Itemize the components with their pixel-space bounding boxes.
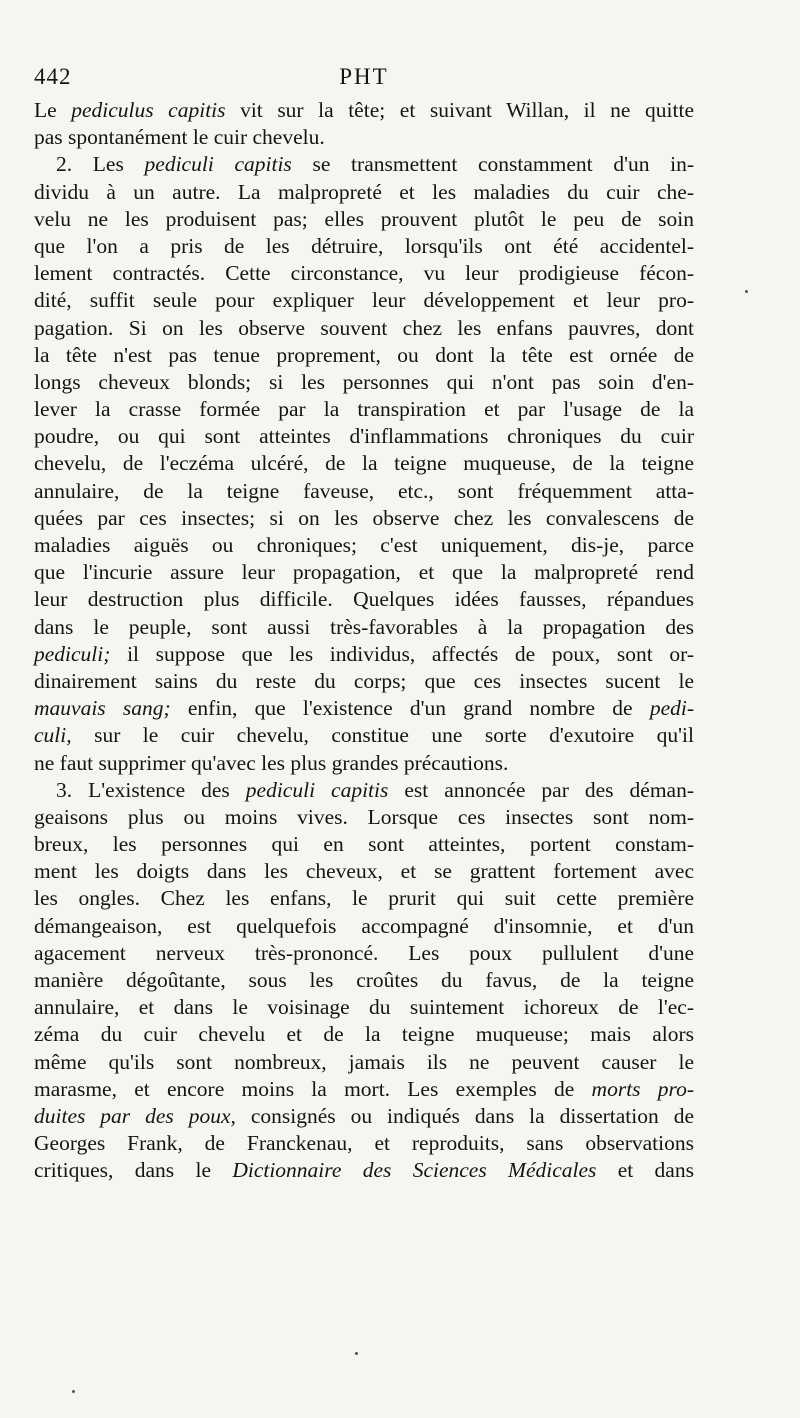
text-line bbox=[34, 505, 694, 532]
text-line bbox=[34, 668, 694, 695]
text-run: 3. L'existence des bbox=[56, 777, 246, 802]
text-run: et dans bbox=[596, 1158, 694, 1183]
text-line bbox=[34, 722, 694, 749]
text-run: dividu à un autre. La malpropreté et les maladies du cuir che- bbox=[34, 179, 694, 204]
text-run: démangeaison, est quelquefois accompagné d'insomnie, et d'un bbox=[34, 913, 694, 938]
text-run: dans le peuple, sont aussi très-favorables à la propagation des bbox=[34, 614, 694, 639]
text-run: annulaire, et dans le voisinage du suintement ichoreux de l'ec- bbox=[34, 995, 694, 1020]
text-run: velu ne les produisent pas; elles prouvent plutôt le peu de soin bbox=[34, 206, 694, 231]
text-run: 2. Les bbox=[56, 152, 145, 177]
page-number: 442 bbox=[34, 64, 72, 89]
text-run: agacement nerveux très-prononcé. Les poux pullulent d'une bbox=[34, 940, 694, 965]
body-text bbox=[34, 97, 694, 1185]
text-run: vit sur la tête; et suivant Willan, il ne quitte bbox=[225, 98, 694, 122]
text-line bbox=[34, 478, 694, 505]
text-line bbox=[34, 641, 694, 668]
text-run: geaisons plus ou moins vives. Lorsque ces insectes sont nom- bbox=[34, 804, 694, 829]
text-run: que l'incurie assure leur propagation, et que la malpropreté rend bbox=[34, 560, 694, 585]
italic-text: culi, bbox=[34, 723, 72, 748]
scan-speck bbox=[745, 290, 748, 293]
text-run: dité, suffit seule pour expliquer leur développement et leur pro- bbox=[34, 288, 694, 313]
text-run: ment les doigts dans les cheveux, et se grattent fortement avec bbox=[34, 859, 694, 884]
text-run: même qu'ils sont nombreux, jamais ils ne peuvent causer le bbox=[34, 1049, 694, 1074]
text-line bbox=[34, 369, 694, 396]
text-run: dinairement sains du reste du corps; que ces insectes sucent le bbox=[34, 668, 694, 693]
text-line bbox=[34, 614, 694, 641]
text-run: les ongles. Chez les enfans, le prurit qui suit cette première bbox=[34, 886, 694, 911]
italic-text: pediculi capitis bbox=[245, 777, 389, 802]
running-head: PHT bbox=[339, 64, 389, 89]
italic-text: morts pro- bbox=[591, 1076, 695, 1101]
text-line bbox=[34, 804, 694, 831]
text-run: enfin, que l'existence d'un grand nombre de bbox=[170, 696, 650, 721]
italic-text: duites par des poux, bbox=[34, 1103, 236, 1128]
text-line bbox=[34, 777, 694, 804]
text-line bbox=[34, 97, 694, 124]
text-run: critiques, dans le bbox=[34, 1158, 233, 1183]
text-line bbox=[34, 151, 694, 178]
text-line bbox=[34, 1103, 694, 1130]
text-line bbox=[34, 559, 694, 586]
italic-text: pediculi capitis bbox=[144, 152, 292, 177]
text-run: longs cheveux blonds; si les personnes qui n'ont pas soin d'en- bbox=[34, 369, 694, 394]
text-line bbox=[34, 750, 694, 777]
text-line bbox=[34, 124, 694, 151]
text-line bbox=[34, 423, 694, 450]
text-line bbox=[34, 179, 694, 206]
text-run: se transmettent constamment d'un in- bbox=[291, 152, 695, 177]
text-run: maladies aiguës ou chroniques; c'est uniquement, dis-je, parce bbox=[34, 533, 694, 557]
text-run: que l'on a pris de les détruire, lorsqu'ils ont été accidentel- bbox=[34, 233, 694, 258]
scan-speck bbox=[355, 1352, 358, 1355]
italic-text: pedi- bbox=[649, 696, 694, 721]
text-line bbox=[34, 1130, 694, 1157]
text-run: il suppose que les individus, affectés de poux, sont or- bbox=[110, 641, 694, 666]
text-line bbox=[34, 450, 694, 477]
text-run: Georges Frank, de Franckenau, et reproduits, sans observations bbox=[34, 1131, 694, 1156]
text-line bbox=[34, 913, 694, 940]
text-line bbox=[34, 967, 694, 994]
text-run: manière dégoûtante, sous les croûtes du favus, de la teigne bbox=[34, 968, 694, 992]
text-run: lever la crasse formée par la transpiration et par l'usage de la bbox=[34, 397, 694, 422]
text-line bbox=[34, 885, 694, 912]
page-header bbox=[34, 62, 694, 92]
text-run: consignés ou indiqués dans la dissertation de bbox=[235, 1103, 694, 1128]
text-line bbox=[34, 315, 694, 342]
text-run: pas spontanément le cuir chevelu. bbox=[34, 125, 325, 150]
text-line bbox=[34, 532, 694, 559]
text-run: pagation. Si on les observe souvent chez les enfans pauvres, dont bbox=[34, 315, 694, 340]
italic-text: pediculus capitis bbox=[71, 98, 226, 122]
text-line bbox=[34, 396, 694, 423]
text-run: poudre, ou qui sont atteintes d'inflammations chroniques du cuir bbox=[34, 424, 694, 449]
italic-text: mauvais sang; bbox=[34, 696, 171, 721]
text-run: leur destruction plus difficile. Quelques idées fausses, répandues bbox=[34, 587, 694, 612]
text-line bbox=[34, 260, 694, 287]
text-line bbox=[34, 287, 694, 314]
text-run: annulaire, de la teigne faveuse, etc., sont fréquemment atta- bbox=[34, 478, 694, 503]
text-run: Le bbox=[34, 98, 72, 122]
text-line bbox=[34, 940, 694, 967]
italic-text: Dictionnaire des Sciences Médicales bbox=[232, 1158, 597, 1183]
italic-text: pediculi; bbox=[34, 641, 111, 666]
text-run: quées par ces insectes; si on les observe chez les convalescens de bbox=[34, 505, 694, 530]
text-line bbox=[34, 1049, 694, 1076]
text-run: est annoncée par des déman- bbox=[388, 777, 695, 802]
text-line bbox=[34, 206, 694, 233]
text-line bbox=[34, 831, 694, 858]
text-line bbox=[34, 858, 694, 885]
text-run: chevelu, de l'eczéma ulcéré, de la teigne muqueuse, de la teigne bbox=[34, 451, 694, 476]
text-line bbox=[34, 233, 694, 260]
scan-speck bbox=[72, 1390, 75, 1393]
text-line bbox=[34, 1021, 694, 1048]
text-run: ne faut supprimer qu'avec les plus grandes précautions. bbox=[34, 750, 509, 775]
text-run: zéma du cuir chevelu et de la teigne muqueuse; mais alors bbox=[34, 1022, 694, 1047]
text-line bbox=[34, 1157, 694, 1184]
text-line bbox=[34, 1076, 694, 1103]
text-run: lement contractés. Cette circonstance, vu leur prodigieuse fécon- bbox=[34, 261, 694, 286]
text-line bbox=[34, 994, 694, 1021]
text-run: marasme, et encore moins la mort. Les exemples de bbox=[34, 1076, 592, 1101]
text-line bbox=[34, 342, 694, 369]
text-line bbox=[34, 695, 694, 722]
text-run: breux, les personnes qui en sont atteintes, portent constam- bbox=[34, 832, 694, 857]
text-run: la tête n'est pas tenue proprement, ou dont la tête est ornée de bbox=[34, 342, 694, 367]
text-run: sur le cuir chevelu, constitue une sorte d'exutoire qu'il bbox=[71, 723, 694, 748]
text-line bbox=[34, 586, 694, 613]
